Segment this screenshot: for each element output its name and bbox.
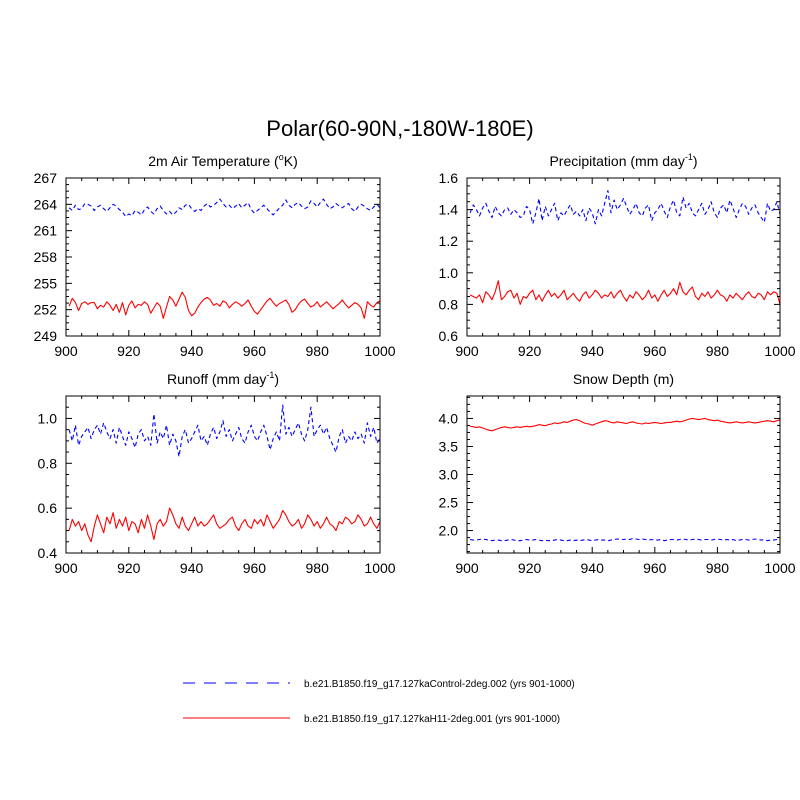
panel-2 xyxy=(439,152,796,359)
x-tick-label: 900 xyxy=(455,343,479,359)
panels-group xyxy=(34,152,796,576)
x-tick-label: 960 xyxy=(643,343,667,359)
y-tick-label: 2.0 xyxy=(438,522,458,539)
x-tick-label: 940 xyxy=(580,343,604,359)
panel-title-text: Snow Depth (m) xyxy=(572,371,675,387)
x-tick-label: 980 xyxy=(705,560,730,576)
plot-frame xyxy=(66,178,380,336)
y-tick-label: 0.8 xyxy=(438,296,458,313)
panel-4 xyxy=(439,371,796,576)
y-tick-label: 0.4 xyxy=(37,545,57,561)
y-tick-label: 1.4 xyxy=(438,201,458,218)
x-tick-label: 900 xyxy=(54,343,78,359)
series-line-control xyxy=(69,199,380,217)
series-line-control xyxy=(69,405,380,457)
x-tick-label: 1000 xyxy=(364,560,396,576)
y-tick-label: 1.6 xyxy=(438,170,458,186)
y-tick-label: 249 xyxy=(33,328,57,344)
panel-title-sup: -1 xyxy=(266,370,275,380)
figure-title: Polar(60-90N,-180W-180E) xyxy=(266,116,534,141)
x-tick-label: 940 xyxy=(580,560,604,576)
y-tick-label: 0.6 xyxy=(37,500,57,517)
x-tick-label: 980 xyxy=(305,560,329,576)
panel-title: 2m Air Temperature ($^o$K) xyxy=(148,152,298,169)
x-tick-label: 980 xyxy=(705,343,730,359)
y-tick-label: 255 xyxy=(33,275,57,292)
panel-title: Runoff (mm day$^{-1}$) xyxy=(166,370,280,387)
y-tick-label: 3.5 xyxy=(438,438,458,455)
y-tick-label: 0.8 xyxy=(37,455,57,472)
x-tick-label: 960 xyxy=(242,560,267,576)
x-tick-label: 960 xyxy=(643,560,667,576)
x-tick-label: 920 xyxy=(517,343,542,359)
x-tick-label: 920 xyxy=(117,560,141,576)
y-tick-label: 0.6 xyxy=(438,328,458,344)
x-tick-label: 920 xyxy=(517,560,542,576)
panel-title: Precipitation (mm day$^{-1}$) xyxy=(549,152,698,169)
x-tick-label: 900 xyxy=(455,560,479,576)
y-tick-label: 252 xyxy=(33,301,57,318)
legend-label-h11: b.e21.B1850.f19_g17.127kaH11-2deg.001 (yrs 901-1000) xyxy=(304,714,561,725)
x-tick-label: 920 xyxy=(117,343,141,359)
y-tick-label: 3.0 xyxy=(438,466,458,483)
panel-title-sup: -1 xyxy=(684,152,693,162)
series-line-control xyxy=(470,191,780,224)
x-tick-label: 960 xyxy=(242,343,267,359)
legend-label-control: b.e21.B1850.f19_g17.127kaControl-2deg.002 (yrs 901-1000) xyxy=(304,679,575,690)
plot-frame xyxy=(66,396,380,553)
plot-frame xyxy=(467,396,780,553)
x-tick-label: 940 xyxy=(179,560,204,576)
y-tick-label: 2.5 xyxy=(438,494,458,511)
y-tick-label: 1.0 xyxy=(37,410,57,427)
y-tick-label: 4.0 xyxy=(438,410,458,427)
series-line-h11 xyxy=(69,508,380,542)
x-tick-label: 1000 xyxy=(364,343,396,359)
series-line-h11 xyxy=(69,292,380,318)
panel-1 xyxy=(34,152,396,359)
panel-title-sup: o xyxy=(278,152,284,162)
y-tick-label: 267 xyxy=(33,170,57,186)
legend xyxy=(183,679,575,725)
y-tick-label: 264 xyxy=(33,196,57,213)
panel-3 xyxy=(38,370,396,576)
x-tick-label: 900 xyxy=(54,560,78,576)
x-tick-label: 1000 xyxy=(764,343,796,359)
y-tick-label: 1.0 xyxy=(438,264,458,281)
x-tick-label: 980 xyxy=(305,343,329,359)
plot-frame xyxy=(467,178,780,336)
x-tick-label: 940 xyxy=(179,343,204,359)
series-line-control xyxy=(470,538,780,540)
y-tick-label: 1.2 xyxy=(438,233,458,250)
panel-title-text: 2m Air Temperature xyxy=(148,153,271,169)
series-line-h11 xyxy=(470,281,780,305)
panel-title-text: Runoff (mm day xyxy=(166,371,267,387)
panel-title xyxy=(573,371,674,387)
x-tick-label: 1000 xyxy=(764,560,796,576)
panel-title-text: Precipitation (mm day xyxy=(549,153,685,169)
series-line-h11 xyxy=(470,418,780,430)
y-tick-label: 258 xyxy=(33,249,57,265)
y-tick-label: 261 xyxy=(33,222,57,239)
